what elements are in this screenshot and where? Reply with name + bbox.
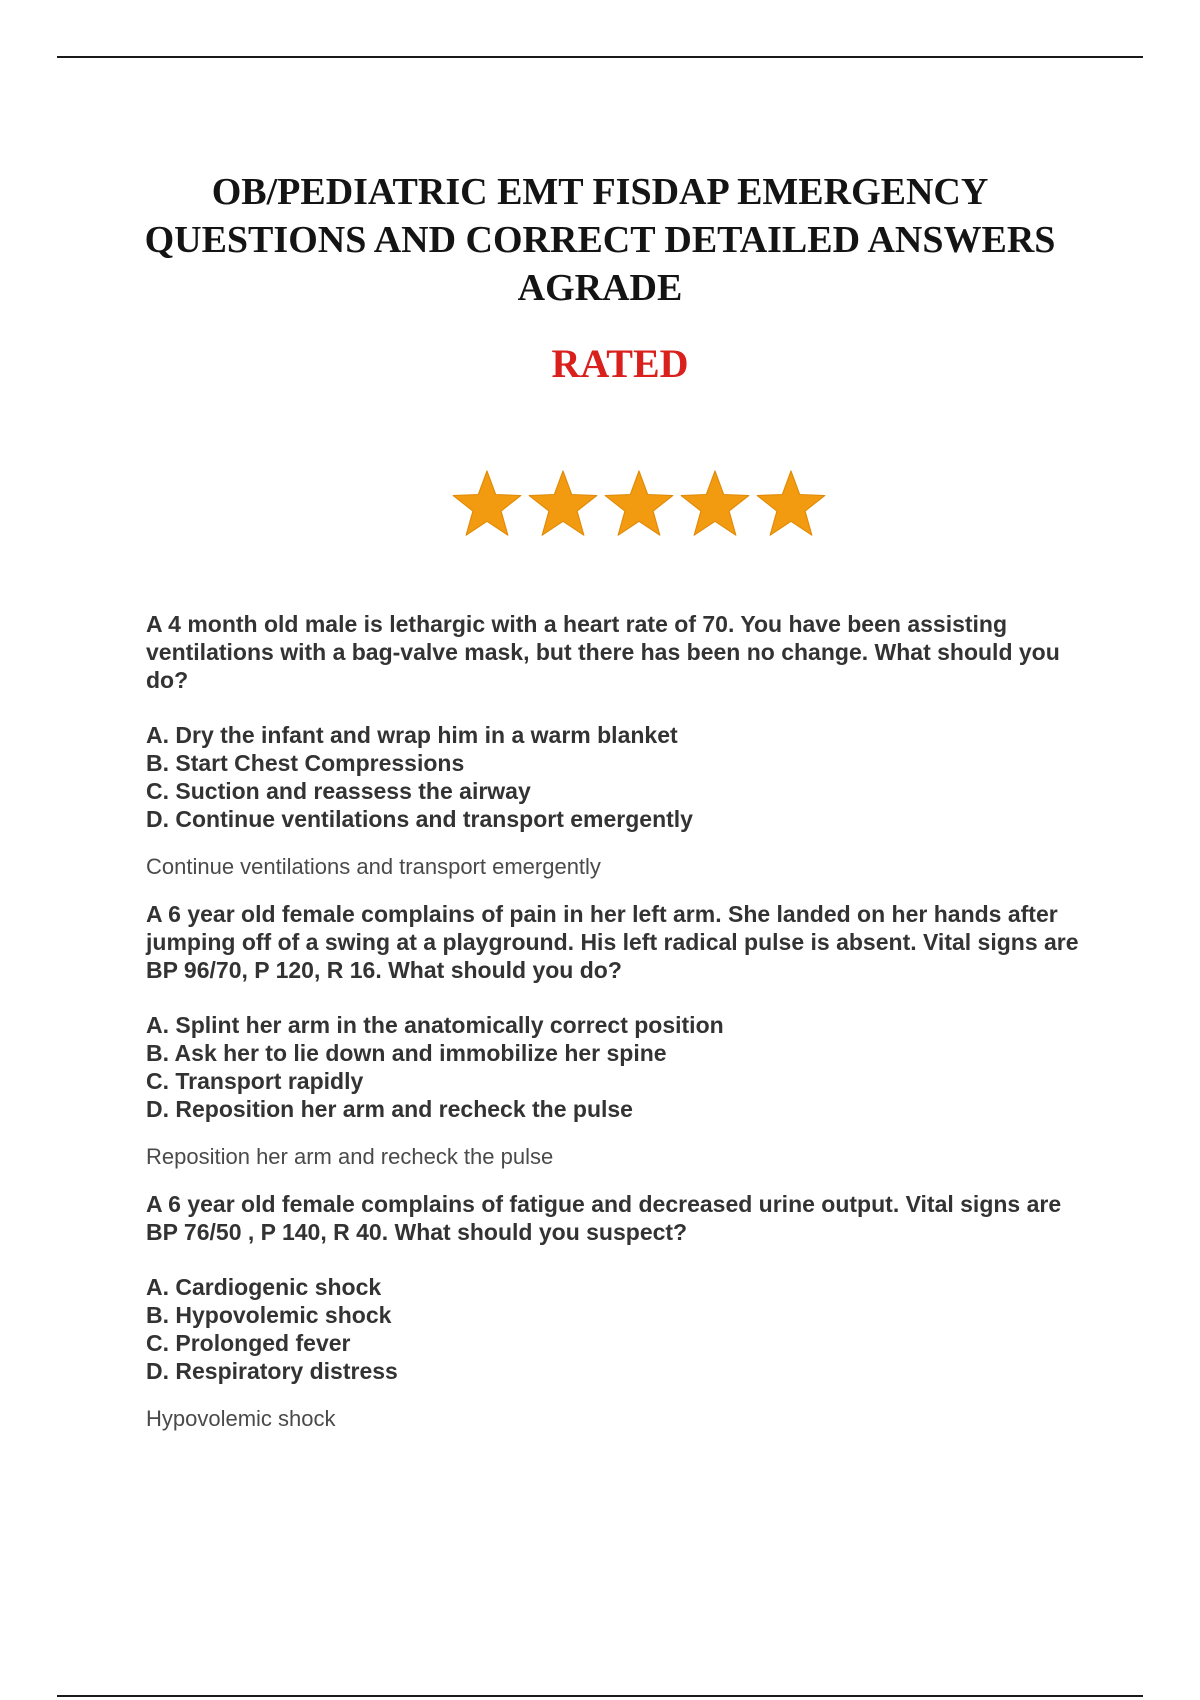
star-icon bbox=[754, 468, 828, 542]
title-line: AGRADE bbox=[517, 267, 683, 309]
option-b: B. Start Chest Compressions bbox=[146, 750, 465, 776]
question-block bbox=[146, 900, 1096, 1171]
star-rating bbox=[450, 468, 830, 544]
star-icon bbox=[526, 468, 600, 542]
correct-answer: Continue ventilations and transport emergently bbox=[146, 854, 601, 879]
star-icon bbox=[678, 468, 752, 542]
option-d: D. Reposition her arm and recheck the pulse bbox=[146, 1096, 633, 1122]
question-block bbox=[146, 610, 1096, 881]
option-c: C. Transport rapidly bbox=[146, 1068, 364, 1094]
question-text: A 6 year old female complains of fatigue and decreased urine output. Vital signs are BP 76/50 , P 140, R 40. What should you suspect? bbox=[146, 1191, 1062, 1245]
correct-answer: Reposition her arm and recheck the pulse bbox=[146, 1144, 554, 1169]
questions-list bbox=[146, 610, 1096, 1433]
question-block bbox=[146, 1190, 1096, 1433]
option-b: B. Hypovolemic shock bbox=[146, 1302, 392, 1328]
question-text: A 4 month old male is lethargic with a heart rate of 70. You have been assisting ventilations with a bag-valve mask, but there has been no change. What should you do? bbox=[146, 611, 1060, 693]
rated-label: RATED bbox=[551, 341, 689, 386]
answer-options bbox=[146, 721, 1096, 833]
option-d: D. Respiratory distress bbox=[146, 1358, 398, 1384]
option-c: C. Suction and reassess the airway bbox=[146, 778, 531, 804]
correct-answer: Hypovolemic shock bbox=[146, 1406, 336, 1431]
option-c: C. Prolonged fever bbox=[146, 1330, 351, 1356]
document-title bbox=[100, 168, 1100, 312]
star-icon bbox=[602, 468, 676, 542]
title-line: OB/PEDIATRIC EMT FISDAP EMERGENCY bbox=[211, 171, 989, 213]
option-a: A. Dry the infant and wrap him in a warm blanket bbox=[146, 722, 678, 748]
answer-options bbox=[146, 1273, 1096, 1385]
star-icon bbox=[450, 468, 524, 542]
title-line: QUESTIONS AND CORRECT DETAILED ANSWERS bbox=[144, 219, 1056, 261]
option-a: A. Splint her arm in the anatomically correct position bbox=[146, 1012, 724, 1038]
option-a: A. Cardiogenic shock bbox=[146, 1274, 382, 1300]
question-text: A 6 year old female complains of pain in her left arm. She landed on her hands after jumping off of a swing at a playground. His left radical pulse is absent. Vital signs are BP 96/70, P 120, R 16. What should you do? bbox=[146, 901, 1079, 983]
answer-options bbox=[146, 1011, 1096, 1123]
bottom-rule bbox=[57, 1695, 1143, 1697]
option-d: D. Continue ventilations and transport emergently bbox=[146, 806, 693, 832]
option-b: B. Ask her to lie down and immobilize her spine bbox=[146, 1040, 667, 1066]
top-rule bbox=[57, 56, 1143, 58]
